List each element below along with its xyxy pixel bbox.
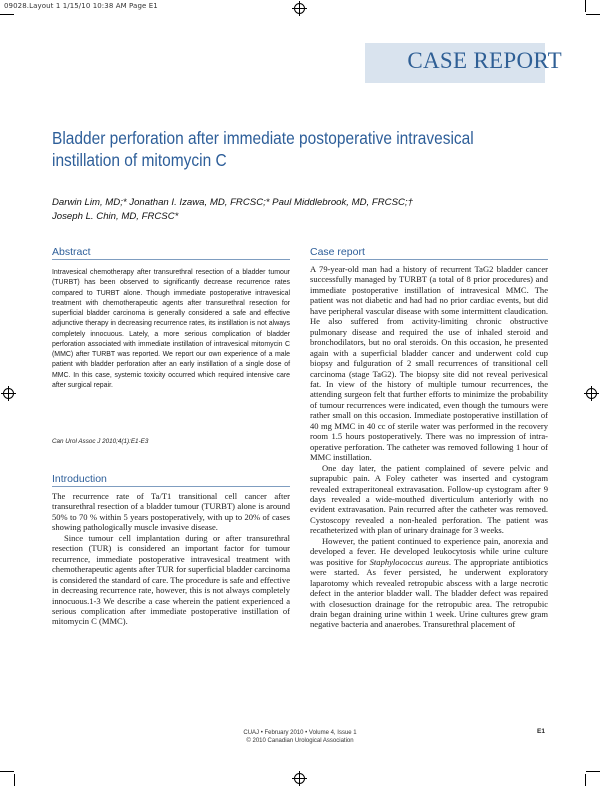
journal-footer — [230, 729, 370, 745]
print-slug: 09028.Layout 1 1/15/10 10:38 AM Page E1 — [4, 2, 158, 10]
case-report-p3-start: However, the patient continued to experience pain, anorexia and developed a fever. He developed leukocytosis while urine culture was positive for — [310, 535, 548, 567]
introduction-paragraph-1: The recurrence rate of Ta/T1 transitional cell cancer after transurethral resection of a bladder tumour (TURBT) alone is around 50% to 70 % within 5 years postoperatively, with up to 20% of cases showing pathologically muscle invasive disease. — [52, 491, 290, 533]
abstract-rule — [52, 259, 290, 260]
registration-mark-right — [586, 388, 597, 399]
crop-mark-top-right-v — [585, 0, 586, 12]
registration-mark-left — [3, 388, 14, 399]
crop-mark-bottom-left — [0, 771, 14, 772]
author-list — [52, 196, 572, 223]
crop-mark-bottom-right-v — [585, 774, 586, 786]
case-report-paragraph-1: A 79-year-old man had a history of recurrent TaG2 bladder cancer successfully managed by TURBT (a total of 8 prior procedures) and immediate postoperative instillation of intravesical MMC. The patient was not diabetic and had had no prior cardiac events, but did have peripheral vascular disease with some intermittent claudication. He also suffered from activity-limiting chronic obstructive pulmonary disease and required the use of inhaled steroid and bronchodilators, but no oral steroids. On this occasion, he presented again with a superficial bladder cancer and underwent cold cup biopsy and fulguration of 2 small recurrences of transitional cell carcinoma (stage TaG2). The biopsy site did not reveal perivesical fat. In view of the history of multiple tumour recurrences, the attending surgeon felt that further efforts to minimize the probability of tumour recurrences were indicated, even though the tumours were rather small on this occasion. Immediate postoperative instillation of 40 mg MMC in 40 cc of sterile water was performed in the recovery room 1.5 hours postoperatively. There was no impression of intra-operative perforation. The catheter was removed following 1 hour of MMC instillation. — [310, 264, 548, 463]
introduction-body — [52, 491, 290, 627]
citation: Can Urol Assoc J 2010;4(1):E1-E3 — [52, 438, 149, 445]
article-title: Bladder perforation after immediate postoperative intravesical instillation of mitomycin C — [52, 128, 474, 170]
crop-mark-bottom-left-v — [14, 774, 15, 786]
registration-mark-top — [294, 3, 305, 14]
introduction-heading: Introduction — [52, 473, 107, 485]
abstract-text: Intravesical chemotherapy after transurethral resection of a bladder tumour (TURBT) has been observed to significantly decrease recurrence rates compared to TURBT alone. Though immediate postoperative intravesical treatment with chemotherapeutic agents after transurethral resection for superficial bladder carcinoma is generally considered a safe and effective adjunctive therapy in decreasing recurrence rates, its instillation is not always completely innocuous. Lately, a more serious complication of bladder perforation associated with immediate instillation of intravesical mitomycin C (MMC) after TURBT was reported. We report our own experience of a male patient with bladder perforation after an early instillation of a single dose of MMC. In this case, systemic toxicity occurred which required intensive care after surgical repair. — [52, 269, 290, 389]
footer-issue: CUAJ • February 2010 • Volume 4, Issue 1 — [243, 730, 357, 736]
introduction-rule — [52, 486, 290, 487]
case-report-rule — [310, 259, 548, 260]
footer-copyright: © 2010 Canadian Urological Association — [246, 738, 354, 744]
author-line-1: Darwin Lim, MD;* Jonathan I. Izawa, MD, FRCSC;* Paul Middlebrook, MD, FRCSC;† — [52, 197, 413, 208]
case-report-body — [310, 264, 548, 630]
case-report-p3-end: . The appropriate antibiotics were started. As fever persisted, he underwent exploratory laparotomy which revealed retropubic abscess with a large necrotic defect in the anterior bladder wall. The bladder defect was repaired with closesuction drainage for the retropubic area. The retropubic drain began draining urine within 1 week. Urine cultures grew gram negative bacteria and anaerobes. Transurethral placement of — [310, 556, 549, 630]
section-banner-label: CASE REPORT — [407, 48, 562, 73]
page-number: E1 — [537, 728, 545, 735]
organism-name: Staphylococcus aureus — [369, 556, 449, 567]
crop-mark-top-right — [586, 14, 600, 15]
case-report-paragraph-3 — [310, 536, 548, 630]
crop-mark-bottom-right — [586, 771, 600, 772]
registration-mark-bottom — [294, 773, 305, 784]
crop-mark-top-left — [0, 14, 14, 15]
abstract-heading: Abstract — [52, 246, 91, 258]
introduction-paragraph-2: Since tumour cell implantation during or after transurethral resection (TUR) is considered an important factor for tumour recurrence, immediate postoperative intravesical treatment with chemotherapeutic agents after TUR for superficial bladder carcinoma is considered the standard of care. The procedure is safe and effective in decreasing recurrence rate, however, this is not always completely innocuous.1-3 We describe a case wherein the patient experienced a serious complication after immediate postoperative instillation of mitomycin C (MMC). — [52, 532, 290, 627]
author-line-2: Joseph L. Chin, MD, FRCSC* — [52, 210, 179, 222]
case-report-heading: Case report — [310, 246, 365, 258]
case-report-paragraph-2: One day later, the patient complained of severe pelvic and suprapubic pain. A Foley catheter was inserted and cystogram revealed extraperitoneal extravasation. Follow-up cystogram after 9 days revealed a wide-mouthed diverticulum anteriorly with no evident extravasation. Pain recurred after the catheter was removed. Cystoscopy revealed a non-healed perforation. The patient was recatheterized with plan of urinary drainage for 3 weeks. — [310, 462, 548, 536]
